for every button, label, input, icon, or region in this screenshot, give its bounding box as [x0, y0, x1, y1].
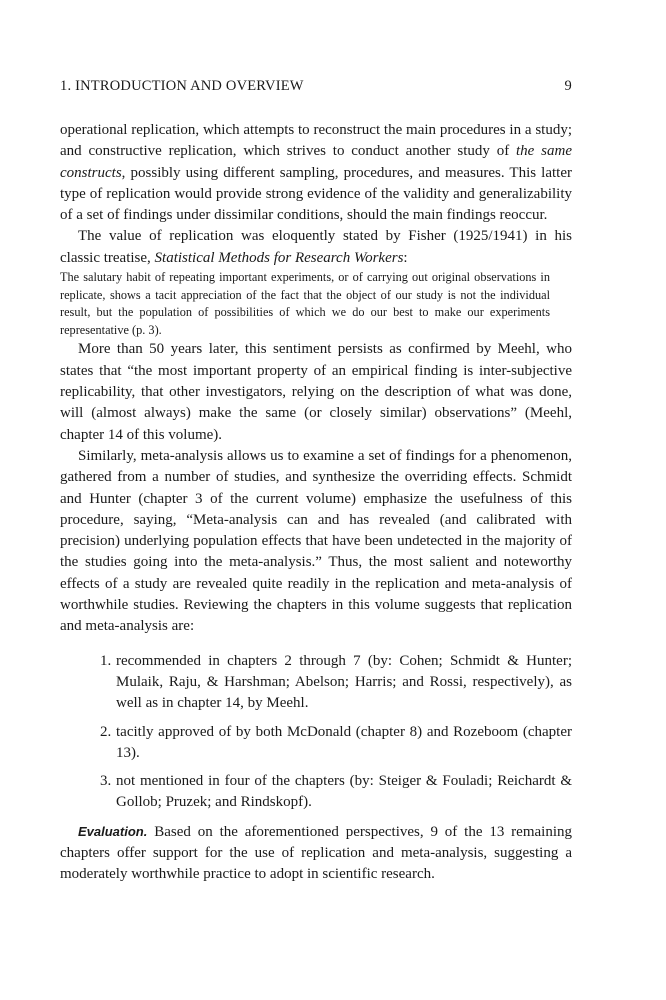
italic-phrase: the same constructs: [60, 143, 572, 181]
paragraph-text: , possibly using different sampling, procedures, and measures. This latter type of replication would provide strong evidence of the validity and generalizability of a set of findings under dissimilar conditions, should the main findings reoccur.: [60, 164, 572, 224]
list-item: [60, 771, 572, 814]
numbered-list: [60, 651, 572, 814]
paragraph-meehl: More than 50 years later, this sentiment persists as confirmed by Meehl, who states that “the most important property of an empirical finding is inter-subjective replicability, that other investigators, relying on the description of what was done, will (almost always) make the same (or closely similar) observations” (Meehl, chapter 14 of this volume).: [60, 341, 572, 443]
block-quote: The salutary habit of repeating important experiments, or of carrying out original observations in replicate, shows a tacit appreciation of the fact that the object of our study is not the individual result, but the population of possibilities of which we do our best to make our experiments representative (p. 3).: [60, 270, 550, 337]
list-number: 3.: [100, 773, 112, 790]
list-item: [60, 651, 572, 715]
list-text: not mentioned in four of the chapters (by: Steiger & Fouladi; Reichardt & Gollob; Pruzek; and Rindskopf).: [116, 773, 572, 811]
chapter-title: 1. INTRODUCTION AND OVERVIEW: [60, 78, 304, 94]
list-text: recommended in chapters 2 through 7 (by: Cohen; Schmidt & Hunter; Mulaik, Raju, & Harshman; Abelson; Harris; and Rossi, respectively), as well as in chapter 14, by Meehl.: [116, 652, 572, 712]
list-text: tacitly approved of by both McDonald (chapter 8) and Rozeboom (chapter 13).: [116, 723, 572, 761]
list-item: [60, 722, 572, 765]
paragraph-fisher: [60, 226, 572, 269]
paragraph-text: The value of replication was eloquently stated by Fisher (1925/1941) in his classic treatise,: [60, 228, 572, 266]
paragraph-text: operational replication, which attempts to reconstruct the main procedures in a study; and constructive replication, which strives to conduct another study of: [60, 122, 572, 160]
list-number: 1.: [100, 652, 112, 669]
paragraph-text: Based on the aforementioned perspectives, 9 of the 13 remaining chapters offer support for the use of replication and meta-analysis, suggesting a moderately worthwhile practice to adopt in scientific research.: [60, 823, 572, 883]
book-title: Statistical Methods for Research Workers: [154, 249, 404, 266]
list-number: 2.: [100, 723, 112, 740]
running-header: [60, 78, 572, 95]
page-body: [60, 120, 572, 886]
evaluation-label: Evaluation.: [78, 823, 148, 839]
page-number: 9: [564, 78, 572, 94]
paragraph-text: :: [403, 249, 408, 266]
paragraph-meta-analysis: Similarly, meta-analysis allows us to examine a set of findings for a phenomenon, gathered from a number of studies, and synthesize the overriding effects. Schmidt and Hunter (chapter 3 of the current volume) emphasize the usefulness of this procedure, saying, “Meta-analysis can and has revealed (and calibrated with precision) underlying population effects that have been undetected in the majority of the studies going into the meta-analysis.” Thus, the most salient and noteworthy effects of a study are revealed quite readily in the replication and meta-analysis of worthwhile studies. Reviewing the chapters in this volume suggests that replication and meta-analysis are:: [60, 447, 572, 635]
paragraph-replication-types: [60, 120, 572, 226]
paragraph-evaluation: [60, 821, 572, 886]
